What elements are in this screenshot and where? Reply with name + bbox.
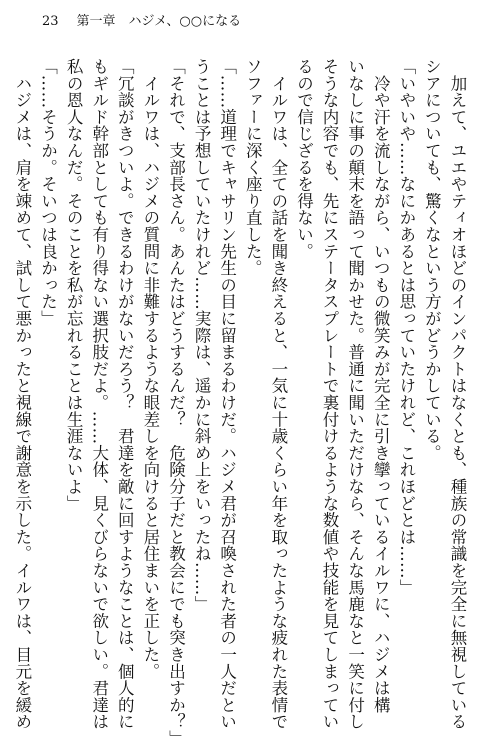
page-header [42,14,241,30]
text-line: 冷や汗を流しながら、いつもの微笑みが完全に引き攣っているイルワに、ハジメは構 [371,58,391,714]
text-line: イルワは、ハジメの質問に非難するような眼差しを向けると居住まいを正した。 [140,58,160,680]
text-line: うことは予想していたけれど……実際は、遥かに斜め上をいったね……」 [192,58,212,613]
vertical-body-text [12,58,470,747]
text-line: シアについても、驚くなという方がどうかしている。 [422,58,442,462]
text-line: 私の恩人なんだ。そのことを私が忘れることは生涯ないよ」 [64,58,84,512]
text-line: 「……そうか。そいつは良かった」 [38,58,58,327]
text-line: るので信じざるを得ない。 [294,58,314,260]
text-line: いなしに事の顛末を語って聞かせた。普通に聞いただけなら、そんな馬鹿なと一笑に付し [345,58,365,730]
chapter-title: 第一章 ハジメ、○○になる [76,14,242,29]
text-line: イルワは、全ての話を聞き終えると、一気に十歳くらい年を取ったような疲れた表情で [268,58,288,730]
text-line: 「それで、支部長さん。あんたはどうするんだ？ 危険分子だと教会にでも突き出すか？」 [166,58,186,747]
text-line: ソファーに深く座り直した。 [243,58,263,277]
page-number: 23 [42,14,59,29]
text-line: もギルド幹部としても有り得ない選択肢だよ。……大体、見くびらないで欲しい。君達は [89,58,109,730]
text-line: 「いやいや……なにかあるとは思っていたけれど、これほどとは……」 [396,58,416,596]
text-line: 「冗談がきついよ。できるわけがないだろう？ 君達を敵に回すようなことは、個人的に [115,58,135,730]
text-line: 「……道理でキャサリン先生の目に留まるわけだ。ハジメ君が召喚された者の一人だとい [217,58,237,730]
text-line: ハジメは、肩を竦めて、試して悪かったと視線で謝意を示した。イルワは、目元を緩め [12,58,32,730]
text-line: 加えて、ユエやティオほどのインパクトはなくとも、種族の常識を完全に無視している [448,58,467,730]
text-line: そうな内容でも、先にステータスプレートで裏付けるような数値や技能を見てしまってい [320,58,340,730]
